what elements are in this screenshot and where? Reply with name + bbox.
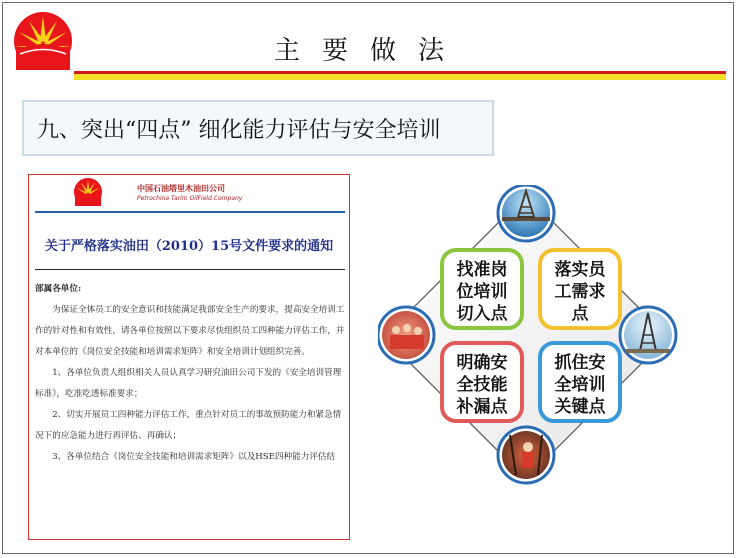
card-find-entry-point <box>442 250 522 328</box>
section-heading: 九、突出“四点” 细化能力评估与安全培训 <box>37 118 441 143</box>
notice-paragraph: 1、各单位负责人组织相关人员认真学习研究油田公司下发的《安全培训管理标准》，吃准吃透标准要求； <box>35 368 342 399</box>
rig-worker-photo <box>498 427 554 483</box>
card-line: 找准岗 <box>456 260 508 280</box>
header-yellow-bar <box>74 74 726 80</box>
notice-title: 关于严格落实油田（2010）15号文件要求的通知 <box>44 239 334 254</box>
offshore-rig-photo <box>498 185 554 241</box>
slide-title: 主要做法 <box>273 36 466 66</box>
card-line: 关键点 <box>554 397 606 417</box>
petrochina-logo-icon <box>12 10 74 72</box>
doc-header-rule <box>35 211 345 213</box>
notice-paragraph: 为保证全体员工的安全意识和技能满足我部安全生产的要求，提高安全培训工作的针对性和有效性，请各单位按照以下要求尽快组织员工四种能力评估工作，并对本单位的《岗位安全技能和培训需求矩阵》和安全培训计划组织完善。 <box>35 305 345 357</box>
card-line: 全技能 <box>456 375 508 395</box>
notice-addressee: 部属各单位: <box>35 284 82 294</box>
card-line: 全培训 <box>554 375 606 395</box>
four-points-diagram <box>378 185 728 505</box>
notice-paragraph: 3、各单位结合《岗位安全技能和培训需求矩阵》以及HSE四种能力评估结 <box>52 452 336 462</box>
card-implement-needs <box>540 250 620 328</box>
company-name-cn: 中国石油塔里木油田公司 <box>137 184 225 193</box>
notice-paragraph: 2、切实开展员工四种能力评估工作，重点针对员工的事故预防能力和紧急情况下的应急能力进行再评估、再确认； <box>35 410 342 441</box>
doc-title-rule <box>35 269 345 270</box>
company-logo-icon <box>73 177 103 207</box>
card-define-skill-gaps <box>442 343 522 421</box>
notice-body <box>35 279 347 468</box>
workers-group-photo <box>378 307 434 363</box>
card-line: 点 <box>571 304 589 324</box>
card-key-training-points <box>540 343 620 421</box>
drilling-rig-photo <box>620 307 676 363</box>
card-line: 补漏点 <box>456 397 508 417</box>
company-name-en: Petrochina Tarim OilField Company <box>137 195 243 202</box>
card-line: 明确安 <box>456 353 508 373</box>
card-line: 切入点 <box>456 304 508 324</box>
notice-document <box>28 174 350 540</box>
card-line: 落实员 <box>554 260 606 280</box>
card-line: 位培训 <box>456 282 508 302</box>
section-heading-box <box>22 100 494 156</box>
card-line: 抓住安 <box>554 353 606 373</box>
card-line: 工需求 <box>554 282 606 302</box>
